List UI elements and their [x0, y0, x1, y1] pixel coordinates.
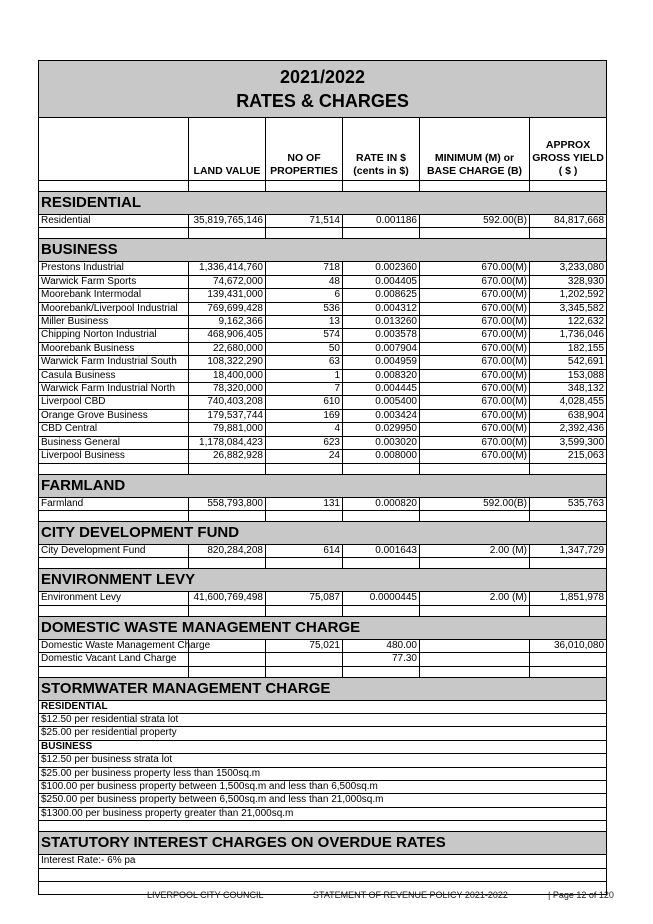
list-item	[39, 713, 607, 726]
table-cell: 2,392,436	[530, 423, 607, 436]
table-cell: 63	[266, 356, 343, 369]
table-cell: 139,431,000	[189, 289, 266, 302]
table-row	[39, 275, 607, 288]
interest-rate	[39, 855, 607, 868]
table-row	[39, 342, 607, 355]
stormwater-residential-label	[39, 700, 607, 713]
table-cell: 0.001186	[343, 215, 420, 228]
spacer-row	[39, 510, 607, 521]
table-row	[39, 383, 607, 396]
residential-heading: RESIDENTIAL	[39, 192, 607, 215]
table-cell: 84,817,668	[530, 215, 607, 228]
table-cell: 769,699,428	[189, 302, 266, 315]
table-cell: 41,600,769,498	[189, 592, 266, 605]
list-item-text: $12.50 per residential strata lot	[39, 713, 607, 726]
table-cell	[420, 639, 530, 652]
table-cell: Moorebank/Liverpool Industrial	[39, 302, 189, 315]
table-row	[39, 423, 607, 436]
table-cell: 3,345,582	[530, 302, 607, 315]
header-land-value: LAND VALUE	[189, 118, 266, 181]
table-cell: 670.00(M)	[420, 262, 530, 275]
table-cell: 2.00 (M)	[420, 592, 530, 605]
table-cell: 48	[266, 275, 343, 288]
table-cell: 480.00	[343, 639, 420, 652]
table-cell: 0.004312	[343, 302, 420, 315]
table-row	[39, 369, 607, 382]
page-footer	[0, 890, 653, 904]
table-cell: 3,233,080	[530, 262, 607, 275]
table-cell: 670.00(M)	[420, 450, 530, 463]
table-cell: CBD Central	[39, 423, 189, 436]
table-cell: 0.008625	[343, 289, 420, 302]
table-cell: 24	[266, 450, 343, 463]
table-cell: 0.000820	[343, 497, 420, 510]
table-cell: 36,010,080	[530, 639, 607, 652]
table-cell: 79,881,000	[189, 423, 266, 436]
list-item	[39, 754, 607, 767]
table-cell: Liverpool CBD	[39, 396, 189, 409]
table-cell: 1,202,592	[530, 289, 607, 302]
table-cell: 169	[266, 409, 343, 422]
table-cell: Liverpool Business	[39, 450, 189, 463]
list-item	[39, 780, 607, 793]
header-yield-line1: APPROX	[545, 139, 591, 151]
table-cell: 574	[266, 329, 343, 342]
table-cell: 0.029950	[343, 423, 420, 436]
list-item-text: $100.00 per business property between 1,500sq.m and less than 6,500sq.m	[39, 780, 607, 793]
stormwater-residential-label-text: RESIDENTIAL	[39, 700, 607, 713]
list-item-text: $12.50 per business strata lot	[39, 754, 607, 767]
table-cell: 0.004405	[343, 275, 420, 288]
table-cell: 670.00(M)	[420, 409, 530, 422]
list-item-text: $250.00 per business property between 6,500sq.m and less than 21,000sq.m	[39, 794, 607, 807]
table-cell: 0.0000445	[343, 592, 420, 605]
table-cell: 153,088	[530, 369, 607, 382]
table-row	[39, 450, 607, 463]
env_levy-heading: ENVIRONMENT LEVY	[39, 569, 607, 592]
rates-table	[38, 60, 607, 895]
table-cell: 592.00(B)	[420, 215, 530, 228]
table-cell	[266, 653, 343, 666]
list-item	[39, 807, 607, 820]
table-cell: Business General	[39, 436, 189, 449]
table-cell: 50	[266, 342, 343, 355]
table-cell: 670.00(M)	[420, 289, 530, 302]
header-properties-line2: PROPERTIES	[270, 165, 338, 177]
spacer-row	[39, 558, 607, 569]
interest-rate-text: Interest Rate:- 6% pa	[39, 855, 607, 868]
city_fund-section-heading	[39, 521, 607, 544]
table-cell: Farmland	[39, 497, 189, 510]
table-row	[39, 356, 607, 369]
table-cell: 0.008320	[343, 369, 420, 382]
table-cell: 670.00(M)	[420, 423, 530, 436]
table-row	[39, 653, 607, 666]
list-item	[39, 767, 607, 780]
table-cell	[530, 653, 607, 666]
table-row	[39, 329, 607, 342]
table-cell: Domestic Vacant Land Charge	[39, 653, 189, 666]
table-row	[39, 316, 607, 329]
table-cell: 215,063	[530, 450, 607, 463]
table-cell: 2.00 (M)	[420, 544, 530, 557]
spacer-row	[39, 181, 607, 192]
table-cell: 179,537,744	[189, 409, 266, 422]
table-cell: 22,680,000	[189, 342, 266, 355]
table-cell: Domestic Waste Management Charge	[39, 639, 189, 652]
table-cell: 670.00(M)	[420, 369, 530, 382]
table-cell: 71,514	[266, 215, 343, 228]
header-minimum-line2: BASE CHARGE (B)	[426, 165, 523, 177]
spacer-row	[39, 868, 607, 881]
table-cell: Casula Business	[39, 369, 189, 382]
table-cell: 670.00(M)	[420, 356, 530, 369]
table-cell: 0.004445	[343, 383, 420, 396]
table-cell: 7	[266, 383, 343, 396]
table-cell: Moorebank Intermodal	[39, 289, 189, 302]
list-item	[39, 727, 607, 740]
table-row	[39, 262, 607, 275]
header-yield	[530, 118, 607, 181]
farmland-heading: FARMLAND	[39, 474, 607, 497]
table-cell: 35,819,765,146	[189, 215, 266, 228]
list-item	[39, 794, 607, 807]
farmland-section-heading	[39, 474, 607, 497]
footer-document: STATEMENT OF REVENUE POLICY 2021-2022	[313, 890, 508, 900]
env_levy-section-heading	[39, 569, 607, 592]
table-cell: 4,028,455	[530, 396, 607, 409]
table-cell: 182,155	[530, 342, 607, 355]
table-cell: 0.013260	[343, 316, 420, 329]
list-item-text: $25.00 per residential property	[39, 727, 607, 740]
table-cell: 542,691	[530, 356, 607, 369]
table-cell: 18,400,000	[189, 369, 266, 382]
table-row	[39, 436, 607, 449]
table-cell: 0.002360	[343, 262, 420, 275]
header-minimum	[420, 118, 530, 181]
table-cell: 614	[266, 544, 343, 557]
table-cell: Warwick Farm Industrial South	[39, 356, 189, 369]
header-rate-line2: (cents in $)	[353, 165, 409, 177]
footer-council: LIVERPOOL CITY COUNCIL	[147, 890, 264, 900]
table-cell: 536	[266, 302, 343, 315]
table-cell: 6	[266, 289, 343, 302]
list-item-text: $1300.00 per business property greater than 21,000sq.m	[39, 807, 607, 820]
header-rate-line1: RATE IN $	[356, 152, 406, 164]
table-cell: 468,906,405	[189, 329, 266, 342]
business-heading: BUSINESS	[39, 239, 607, 262]
table-cell: 1,851,978	[530, 592, 607, 605]
table-cell: 670.00(M)	[420, 275, 530, 288]
spacer-row	[39, 821, 607, 832]
table-cell: 0.007904	[343, 342, 420, 355]
spacer-row	[39, 463, 607, 474]
table-cell: Warwick Farm Sports	[39, 275, 189, 288]
table-cell	[189, 653, 266, 666]
table-cell: 13	[266, 316, 343, 329]
table-cell: 0.008000	[343, 450, 420, 463]
table-row	[39, 302, 607, 315]
table-cell	[420, 653, 530, 666]
table-cell: Prestons Industrial	[39, 262, 189, 275]
stormwater-heading: STORMWATER MANAGEMENT CHARGE	[39, 677, 607, 700]
header-yield-line3: ( $ )	[558, 165, 578, 177]
table-cell: 122,632	[530, 316, 607, 329]
table-cell: Chipping Norton Industrial	[39, 329, 189, 342]
table-cell: 670.00(M)	[420, 329, 530, 342]
table-cell: 131	[266, 497, 343, 510]
spacer-row	[39, 666, 607, 677]
header-blank	[39, 118, 189, 181]
table-cell: 535,763	[530, 497, 607, 510]
waste-heading: DOMESTIC WASTE MANAGEMENT CHARGE	[39, 616, 607, 639]
table-cell: 75,021	[266, 639, 343, 652]
table-cell: Warwick Farm Industrial North	[39, 383, 189, 396]
table-cell: 4	[266, 423, 343, 436]
table-cell: 670.00(M)	[420, 342, 530, 355]
table-cell: 3,599,300	[530, 436, 607, 449]
table-cell: 0.003424	[343, 409, 420, 422]
table-cell: 670.00(M)	[420, 316, 530, 329]
stormwater-business-label-text: BUSINESS	[39, 740, 607, 753]
table-cell: 1,336,414,760	[189, 262, 266, 275]
table-cell: 820,284,208	[189, 544, 266, 557]
table-cell: 670.00(M)	[420, 302, 530, 315]
stormwater-section-heading	[39, 677, 607, 700]
header-properties-line1: NO OF	[287, 152, 321, 164]
table-cell: 0.005400	[343, 396, 420, 409]
table-row	[39, 289, 607, 302]
table-cell: 610	[266, 396, 343, 409]
table-cell: 108,322,290	[189, 356, 266, 369]
table-cell: 0.004959	[343, 356, 420, 369]
table-cell: 348,132	[530, 383, 607, 396]
table-cell: Residential	[39, 215, 189, 228]
table-cell: Orange Grove Business	[39, 409, 189, 422]
table-cell: 328,930	[530, 275, 607, 288]
table-cell: 75,087	[266, 592, 343, 605]
table-cell: City Development Fund	[39, 544, 189, 557]
table-cell: Moorebank Business	[39, 342, 189, 355]
table-row	[39, 544, 607, 557]
stormwater-business-label	[39, 740, 607, 753]
table-cell: 558,793,800	[189, 497, 266, 510]
header-yield-line2: GROSS YIELD	[532, 152, 604, 164]
title-row	[39, 61, 607, 118]
table-row	[39, 396, 607, 409]
table-row	[39, 592, 607, 605]
table-cell: 638,904	[530, 409, 607, 422]
business-section-heading	[39, 239, 607, 262]
table-cell: 1	[266, 369, 343, 382]
interest-section-heading	[39, 832, 607, 855]
table-cell: 740,403,208	[189, 396, 266, 409]
footer-page-number: | Page 12 of 120	[548, 890, 614, 900]
interest-heading: STATUTORY INTEREST CHARGES ON OVERDUE RATES	[39, 832, 607, 855]
table-cell: 9,162,366	[189, 316, 266, 329]
table-cell: Environment Levy	[39, 592, 189, 605]
table-cell: 718	[266, 262, 343, 275]
table-row	[39, 409, 607, 422]
column-header-row	[39, 118, 607, 181]
title-cell	[39, 61, 607, 118]
table-cell: 1,347,729	[530, 544, 607, 557]
table-row	[39, 639, 607, 652]
spacer-row	[39, 228, 607, 239]
table-cell: 0.003578	[343, 329, 420, 342]
table-cell: 26,882,928	[189, 450, 266, 463]
table-cell: 1,736,046	[530, 329, 607, 342]
table-cell: 670.00(M)	[420, 396, 530, 409]
table-cell: 670.00(M)	[420, 436, 530, 449]
header-minimum-line1: MINIMUM (M) or	[434, 152, 515, 164]
table-cell: 78,320,000	[189, 383, 266, 396]
header-properties	[266, 118, 343, 181]
title-year: 2021/2022	[279, 67, 366, 87]
header-rate	[343, 118, 420, 181]
table-cell: 592.00(B)	[420, 497, 530, 510]
table-cell: 77.30	[343, 653, 420, 666]
table-cell: Miller Business	[39, 316, 189, 329]
table-cell: 670.00(M)	[420, 383, 530, 396]
table-cell: 1,178,084,423	[189, 436, 266, 449]
table-cell: 623	[266, 436, 343, 449]
title-heading: RATES & CHARGES	[236, 91, 409, 111]
list-item-text: $25.00 per business property less than 1500sq.m	[39, 767, 607, 780]
table-cell: 0.001643	[343, 544, 420, 557]
rates-charges-sheet	[38, 60, 606, 895]
residential-section-heading	[39, 192, 607, 215]
table-cell: 0.003020	[343, 436, 420, 449]
city_fund-heading: CITY DEVELOPMENT FUND	[39, 521, 607, 544]
spacer-row	[39, 605, 607, 616]
table-row	[39, 215, 607, 228]
waste-section-heading	[39, 616, 607, 639]
table-cell: 74,672,000	[189, 275, 266, 288]
table-row	[39, 497, 607, 510]
